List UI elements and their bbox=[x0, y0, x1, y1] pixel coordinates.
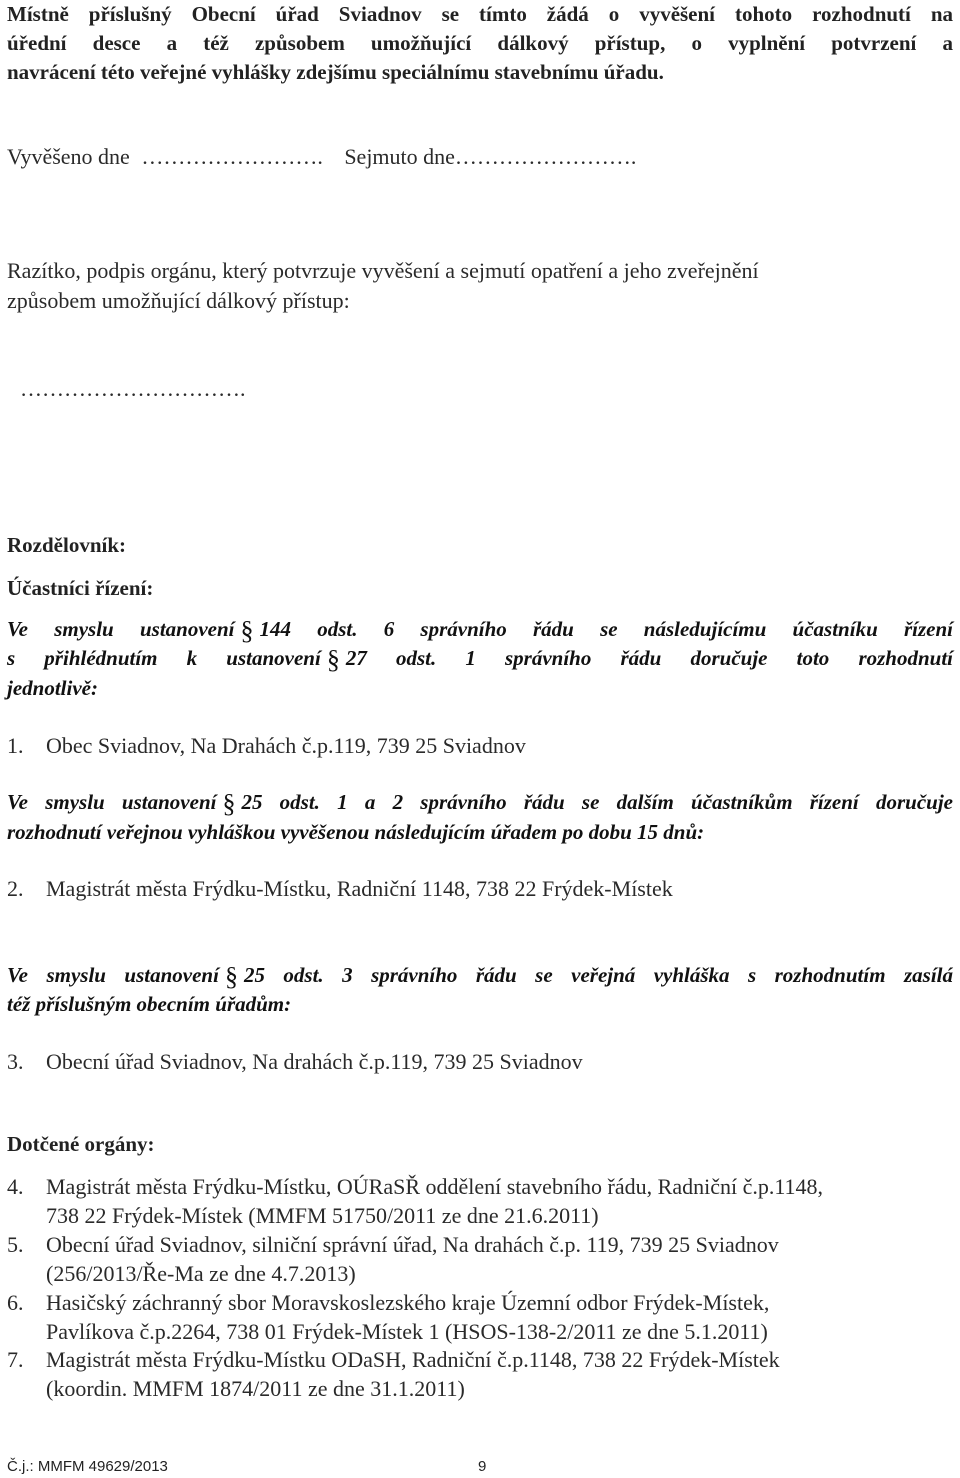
list-item bbox=[7, 731, 526, 760]
item-line-2: (256/2013/Ře-Ma ze dne 4.7.2013) bbox=[46, 1261, 356, 1286]
section-sign: § bbox=[240, 616, 254, 645]
removed-dots: ……………………. bbox=[454, 144, 637, 169]
rule1-line-1-a: Ve smyslu ustanovení bbox=[7, 617, 235, 641]
item-number: 3. bbox=[7, 1049, 24, 1074]
removed-label: Sejmuto dne bbox=[344, 144, 455, 169]
rule2-line-2: rozhodnutí veřejnou vyhláškou vyvěšenou následujícím úřadem po dobu 15 dnů: bbox=[7, 820, 705, 844]
authorities-heading: Dotčené orgány: bbox=[7, 1132, 155, 1156]
stamp-signature-dots: …………………………. bbox=[20, 376, 246, 401]
list-item bbox=[7, 874, 673, 903]
authority-item bbox=[7, 1288, 769, 1346]
rule3-line-1-a: Ve smyslu ustanovení bbox=[7, 963, 219, 987]
section-sign: § bbox=[326, 645, 340, 674]
item-number: 6. bbox=[7, 1290, 24, 1315]
item-line-1: Magistrát města Frýdku-Místku, OÚRaSŘ oddělení stavebního řádu, Radniční č.p.1148, bbox=[46, 1174, 824, 1199]
item-line-1: Magistrát města Frýdku-Místku ODaSH, Radniční č.p.1148, 738 22 Frýdek-Místek bbox=[46, 1347, 780, 1372]
rule3-line-1 bbox=[7, 961, 953, 991]
item-line-1: Obecní úřad Sviadnov, silniční správní úřad, Na drahách č.p. 119, 739 25 Sviadnov bbox=[46, 1232, 779, 1257]
page-number: 9 bbox=[478, 1458, 487, 1475]
rule2-line-1-a: Ve smyslu ustanovení bbox=[7, 790, 217, 814]
footer-reference: Č.j.: MMFM 49629/2013 bbox=[7, 1458, 168, 1475]
item-line-2: (koordin. MMFM 1874/2011 ze dne 31.1.2011) bbox=[46, 1376, 465, 1401]
item-text: Obecní úřad Sviadnov, Na drahách č.p.119, 739 25 Sviadnov bbox=[46, 1049, 583, 1074]
item-number: 5. bbox=[7, 1232, 24, 1257]
rule1-line-2-a: s přihlédnutím k ustanovení bbox=[7, 646, 321, 670]
stamp-line-1: Razítko, podpis orgánu, který potvrzuje vyvěšení a sejmutí opatření a jeho zveřejnění bbox=[7, 258, 759, 283]
item-text: Magistrát města Frýdku-Místku, Radniční 1148, 738 22 Frýdek-Místek bbox=[46, 876, 673, 901]
intro-line-3: navrácení této veřejné vyhlášky zdejšímu speciálnímu stavebnímu úřadu. bbox=[7, 60, 664, 84]
authority-item bbox=[7, 1345, 780, 1403]
intro-line-1: Místně příslušný Obecní úřad Sviadnov se tímto žádá o vyvěšení tohoto rozhodnutí na bbox=[7, 2, 953, 26]
item-line-1: Hasičský záchranný sbor Moravskoslezského kraje Územní odbor Frýdek-Místek, bbox=[46, 1290, 770, 1315]
rule1-line-2 bbox=[7, 644, 953, 674]
authority-item bbox=[7, 1172, 823, 1230]
authority-item bbox=[7, 1230, 779, 1288]
posted-dots: ……………………. bbox=[141, 144, 323, 169]
distribution-heading: Rozdělovník: bbox=[7, 533, 127, 557]
stamp-line-2: způsobem umožňující dálkový přístup: bbox=[7, 288, 350, 313]
posted-label: Vyvěšeno dne bbox=[7, 144, 130, 169]
participants-heading: Účastníci řízení: bbox=[7, 576, 154, 600]
rule3-line-2: též příslušným obecním úřadům: bbox=[7, 992, 292, 1016]
section-sign: § bbox=[222, 789, 236, 818]
rule3-line-1-b: 25 odst. 3 správního řádu se veřejná vyhláška s rozhodnutím zasílá bbox=[243, 963, 953, 987]
rule1-line-1-b: 144 odst. 6 správního řádu se následujícímu účastníku řízení bbox=[259, 617, 953, 641]
item-line-2: Pavlíkova č.p.2264, 738 01 Frýdek-Místek 1 (HSOS-138-2/2011 ze dne 5.1.2011) bbox=[46, 1319, 768, 1344]
rule2-line-1-b: 25 odst. 1 a 2 správního řádu se dalším účastníkům řízení doručuje bbox=[241, 790, 953, 814]
section-sign: § bbox=[224, 962, 238, 991]
item-text: Obec Sviadnov, Na Drahách č.p.119, 739 25 Sviadnov bbox=[46, 733, 526, 758]
rule1-line-3: jednotlivě: bbox=[7, 676, 98, 700]
rule1-line-2-b: 27 odst. 1 správního řádu doručuje toto rozhodnutí bbox=[345, 646, 953, 670]
item-number: 1. bbox=[7, 733, 24, 758]
item-number: 2. bbox=[7, 876, 24, 901]
posting-line bbox=[7, 142, 636, 171]
item-number: 7. bbox=[7, 1347, 24, 1372]
rule2-line-1 bbox=[7, 788, 953, 818]
list-item bbox=[7, 1047, 583, 1076]
item-line-2: 738 22 Frýdek-Místek (MMFM 51750/2011 ze dne 21.6.2011) bbox=[46, 1203, 599, 1228]
item-number: 4. bbox=[7, 1174, 24, 1199]
rule1-line-1 bbox=[7, 615, 953, 645]
intro-line-2: úřední desce a též způsobem umožňující dálkový přístup, o vyplnění potvrzení a bbox=[7, 31, 953, 55]
